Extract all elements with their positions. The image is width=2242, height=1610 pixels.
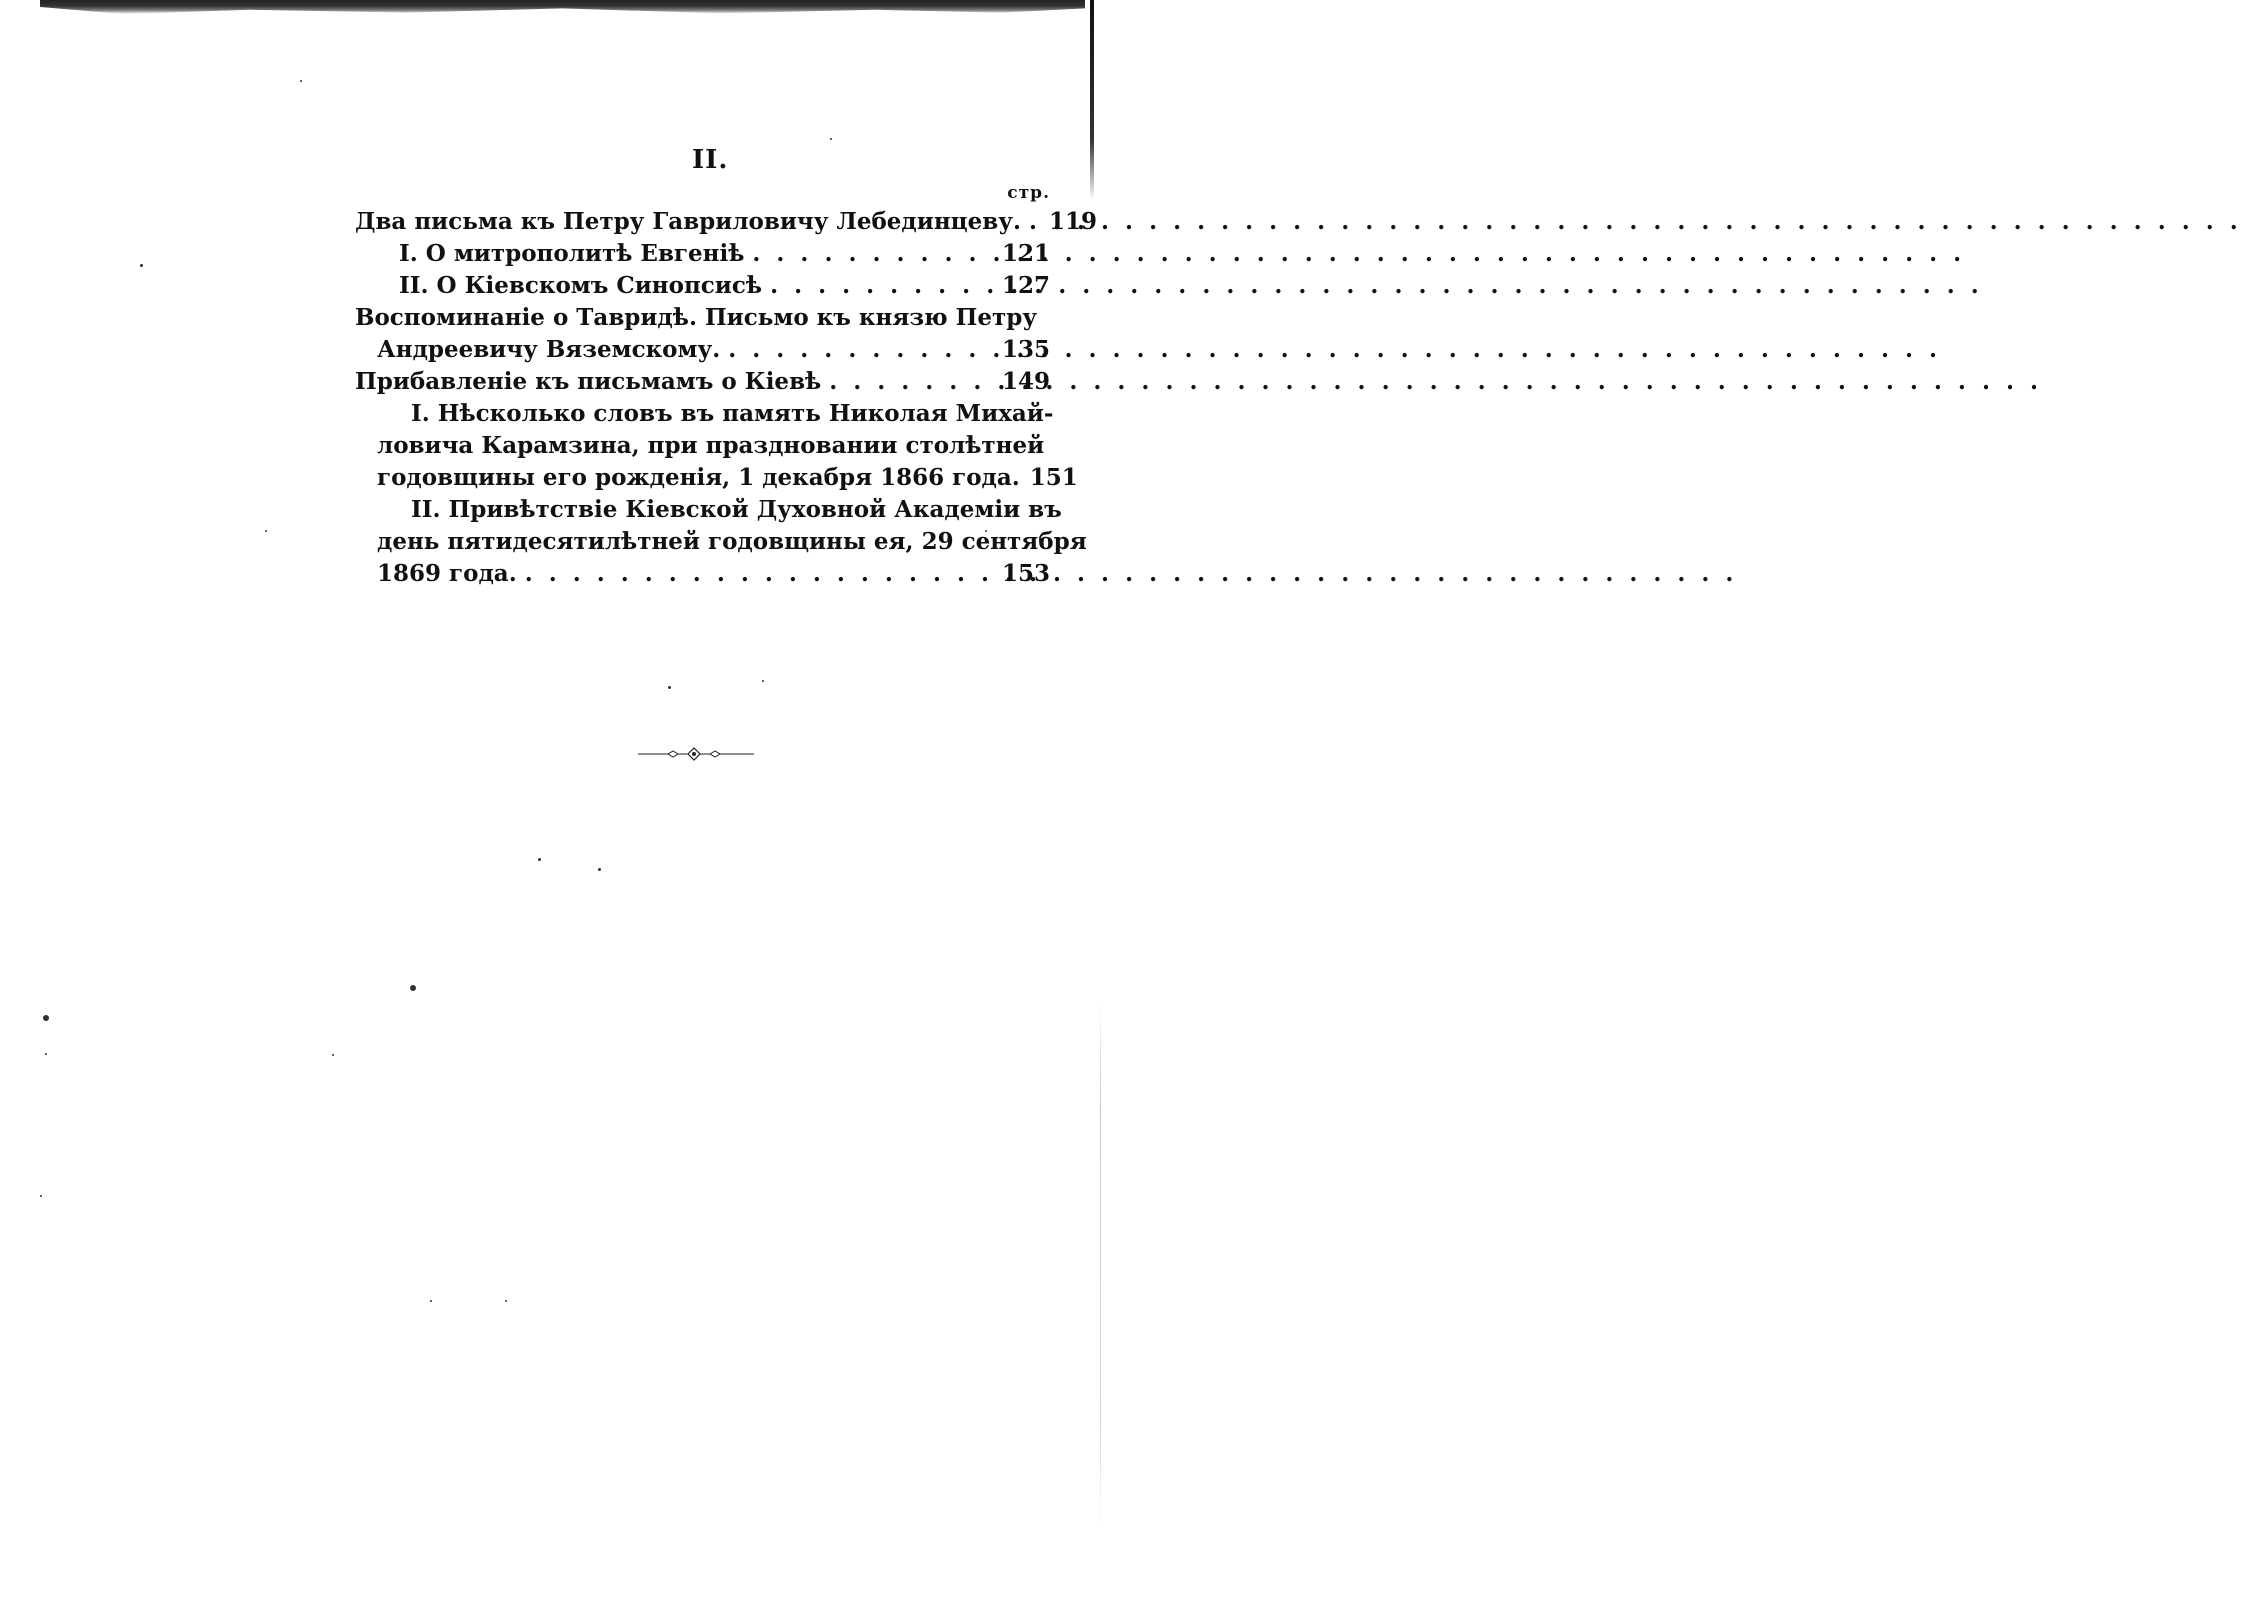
scan-speck	[598, 868, 601, 871]
toc-entry	[355, 494, 1062, 526]
toc-entry-line: годовщины его рожденія, 1 декабря 1866 года.	[377, 464, 1020, 491]
page-number: II.	[692, 145, 729, 175]
dot-leader	[744, 238, 992, 270]
scan-speck	[762, 680, 764, 682]
toc-entry-line: Андреевичу Вяземскому.	[377, 336, 721, 363]
toc-entry-title: Прибавленіе къ письмамъ о Кіевѣ	[355, 368, 822, 395]
toc-entry-line: день пятидесятилѣтней годовщины ея, 29 сентября	[377, 528, 1087, 555]
page-column-header: стр.	[1007, 183, 1050, 203]
scan-speck	[45, 1053, 47, 1055]
table-of-contents	[355, 180, 1097, 590]
dot-leader	[762, 270, 992, 302]
dot-leader	[720, 334, 992, 366]
scan-speck	[43, 1015, 49, 1021]
dot-leader	[517, 558, 992, 590]
scan-right-line	[1100, 1000, 1101, 1530]
scan-speck	[430, 1300, 432, 1302]
toc-entry-title: Два письма къ Петру Гавриловичу Лебединцеву.	[355, 208, 1021, 235]
toc-entry	[355, 398, 1054, 430]
dot-leader	[821, 366, 992, 398]
toc-entry	[355, 238, 1050, 270]
scan-speck	[505, 1300, 507, 1302]
toc-entry-page: 119	[1048, 208, 1097, 235]
scan-right-edge	[1090, 0, 1094, 200]
scan-speck	[140, 264, 143, 267]
scan-top-edge	[40, 0, 1085, 14]
dot-leader	[1021, 206, 1039, 238]
toc-entry-continuation	[355, 334, 1050, 366]
scan-speck	[668, 686, 671, 689]
toc-entry-page: 149	[1001, 368, 1050, 395]
toc-entry-continuation	[355, 558, 1050, 590]
scan-speck	[830, 138, 832, 140]
toc-entry-line: Воспоминаніе о Тавридѣ. Письмо къ князю Петру	[355, 304, 1038, 331]
toc-entry-page: 135	[1001, 336, 1050, 363]
scan-speck	[332, 1054, 334, 1056]
toc-entry-line: ловича Карамзина, при праздновании столѣтней	[377, 432, 1045, 459]
toc-entry-line: II. Привѣтствіе Кіевской Духовной Академіи въ	[411, 496, 1062, 523]
toc-entry	[355, 366, 1050, 398]
toc-entry	[355, 270, 1050, 302]
toc-entry-title: I. О митрополитѣ Евгеніѣ	[399, 240, 745, 267]
toc-entry-line: 1869 года.	[377, 560, 517, 587]
toc-entry	[355, 206, 1097, 238]
scan-speck	[410, 985, 416, 991]
toc-entry	[355, 302, 1050, 334]
scan-speck	[40, 1195, 42, 1197]
scan-speck	[538, 858, 541, 861]
toc-entry-continuation	[355, 430, 1050, 462]
toc-entry-continuation	[355, 462, 1078, 494]
toc-entry-title: II. О Кіевскомъ Синопсисѣ	[399, 272, 763, 299]
toc-entry-line: I. Нѣсколько словъ въ память Николая Михай-	[411, 400, 1054, 427]
scan-speck	[265, 530, 267, 532]
scan-speck	[300, 80, 302, 82]
toc-entry-page: 127	[1001, 272, 1050, 299]
toc-entry-continuation	[355, 526, 1087, 558]
decorative-divider-ornament	[638, 746, 758, 762]
toc-entry-page: 153	[1001, 560, 1050, 587]
toc-entry-page: 121	[1001, 240, 1050, 267]
toc-entry-page: 151	[1029, 464, 1078, 491]
